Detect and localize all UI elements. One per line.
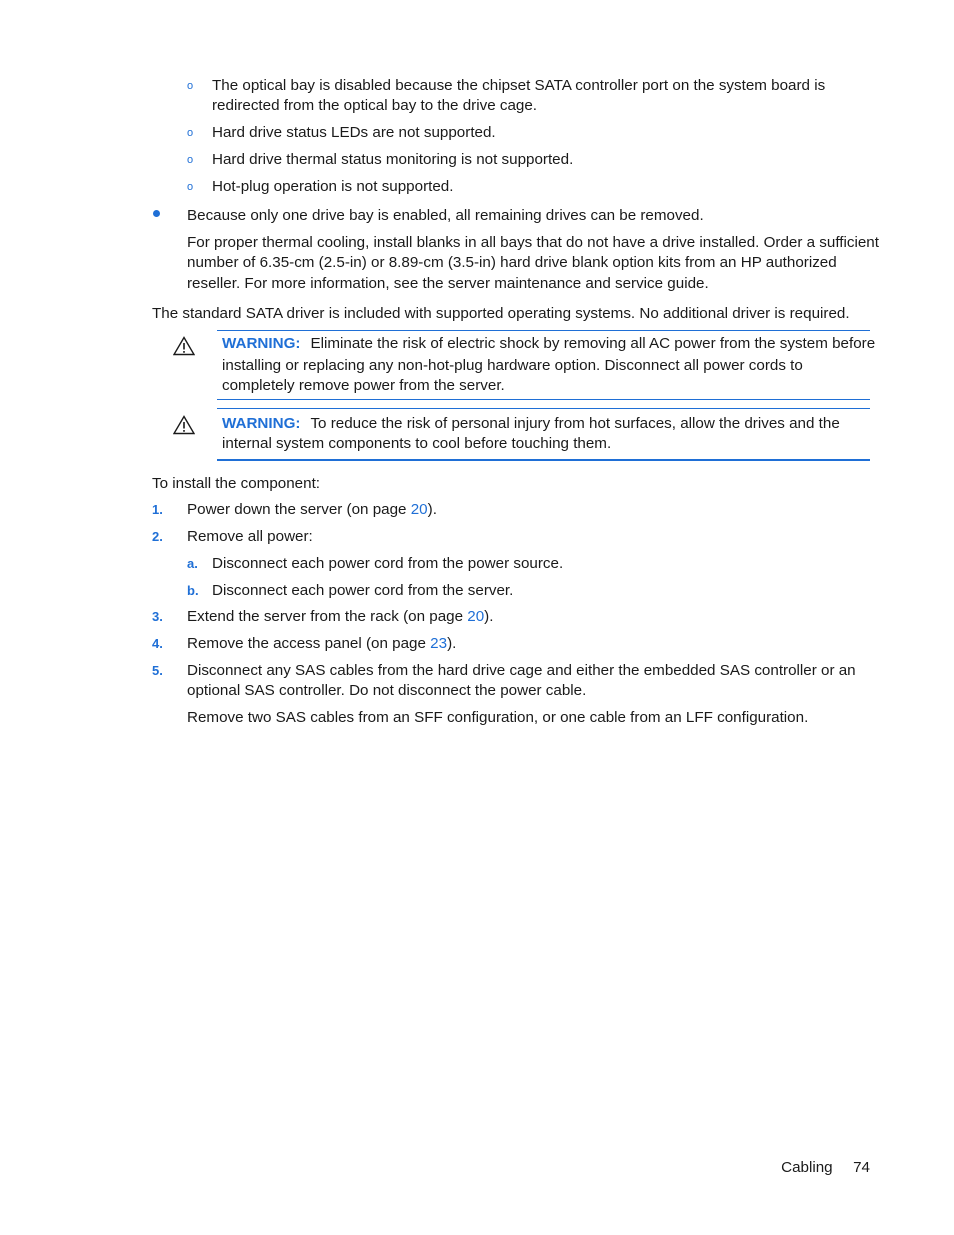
sub-bullet-text: Hard drive status LEDs are not supported.: [212, 124, 496, 141]
substep-text: Disconnect each power cord from the server.: [212, 582, 514, 599]
install-intro: To install the component:: [152, 475, 321, 492]
substep-letter: a.: [187, 556, 198, 571]
sub-bullet-marker: o: [187, 154, 194, 166]
substep-text: Disconnect each power cord from the power source.: [212, 555, 564, 572]
warning-text: To reduce the risk of personal injury from hot surfaces, allow the drives and the: [310, 415, 840, 432]
step-text-post: ).: [447, 635, 457, 652]
page-link[interactable]: 23: [430, 635, 448, 652]
warning-bottom-rule: [217, 399, 870, 400]
warning-triangle-icon: [173, 415, 195, 435]
step-number: 2.: [152, 529, 163, 544]
step-text-pre: Power down the server (on page: [187, 501, 411, 518]
warning-top-rule: [217, 408, 870, 409]
warning-2-line: internal system components to cool before touching them.: [222, 435, 612, 452]
step-note: Remove two SAS cables from an SFF configuration, or one cable from an LFF configuration.: [187, 709, 809, 726]
step-number: 3.: [152, 609, 163, 624]
step-text: [187, 500, 437, 520]
footer-section: Cabling: [781, 1159, 833, 1176]
bullet-paragraph-line: For proper thermal cooling, install blanks in all bays that do not have a drive installed. Order a sufficient: [187, 234, 879, 251]
sub-bullet-text: Hard drive thermal status monitoring is not supported.: [212, 151, 574, 168]
page-link[interactable]: 20: [410, 501, 428, 518]
sub-bullet-marker: o: [187, 80, 194, 92]
step-text: Remove all power:: [187, 528, 313, 545]
sub-bullet-text: redirected from the optical bay to the drive cage.: [212, 97, 538, 114]
bullet-dot: [153, 210, 160, 217]
step-text: optional SAS controller. Do not disconnect the power cable.: [187, 682, 587, 699]
warning-1-line: [222, 334, 875, 354]
page-footer: [781, 1158, 870, 1178]
step-text: [187, 607, 493, 627]
bullet-paragraph-line: number of 6.35-cm (2.5-in) or 8.89-cm (3.5-in) hard drive blank option kits from an HP authorized: [187, 254, 837, 271]
bullet-paragraph-line: reseller. For more information, see the server maintenance and service guide.: [187, 275, 709, 292]
substep-letter: b.: [187, 583, 199, 598]
sub-bullet-marker: o: [187, 181, 194, 193]
warning-top-rule: [217, 330, 870, 331]
standard-driver-paragraph: The standard SATA driver is included with supported operating systems. No additional driver is required.: [152, 305, 850, 322]
step-text-pre: Remove the access panel (on page: [187, 635, 431, 652]
step-text-post: ).: [427, 501, 437, 518]
warning-text: Eliminate the risk of electric shock by removing all AC power from the system before: [310, 335, 876, 352]
footer-page-number: 74: [853, 1159, 870, 1176]
step-text-pre: Extend the server from the rack (on page: [187, 608, 468, 625]
sub-bullet-text: Hot-plug operation is not supported.: [212, 178, 454, 195]
step-number: 5.: [152, 663, 163, 678]
warning-2-line: [222, 414, 840, 434]
warning-triangle-icon: [173, 336, 195, 356]
bullet-text: Because only one drive bay is enabled, all remaining drives can be removed.: [187, 207, 704, 224]
page-link[interactable]: 20: [467, 608, 485, 625]
sub-bullet-marker: o: [187, 127, 194, 139]
step-text: [187, 634, 456, 654]
warning-label: WARNING:: [222, 415, 301, 432]
warning-bottom-rule: [217, 459, 870, 461]
sub-bullet-text: The optical bay is disabled because the chipset SATA controller port on the system board is: [212, 77, 826, 94]
step-number: 1.: [152, 502, 163, 517]
warning-1-line: installing or replacing any non-hot-plug hardware option. Disconnect all power cords to: [222, 357, 803, 374]
step-text: Disconnect any SAS cables from the hard drive cage and either the embedded SAS controller or an: [187, 662, 856, 679]
warning-label: WARNING:: [222, 335, 301, 352]
step-number: 4.: [152, 636, 163, 651]
warning-1-line: completely remove power from the server.: [222, 377, 505, 394]
step-text-post: ).: [484, 608, 494, 625]
